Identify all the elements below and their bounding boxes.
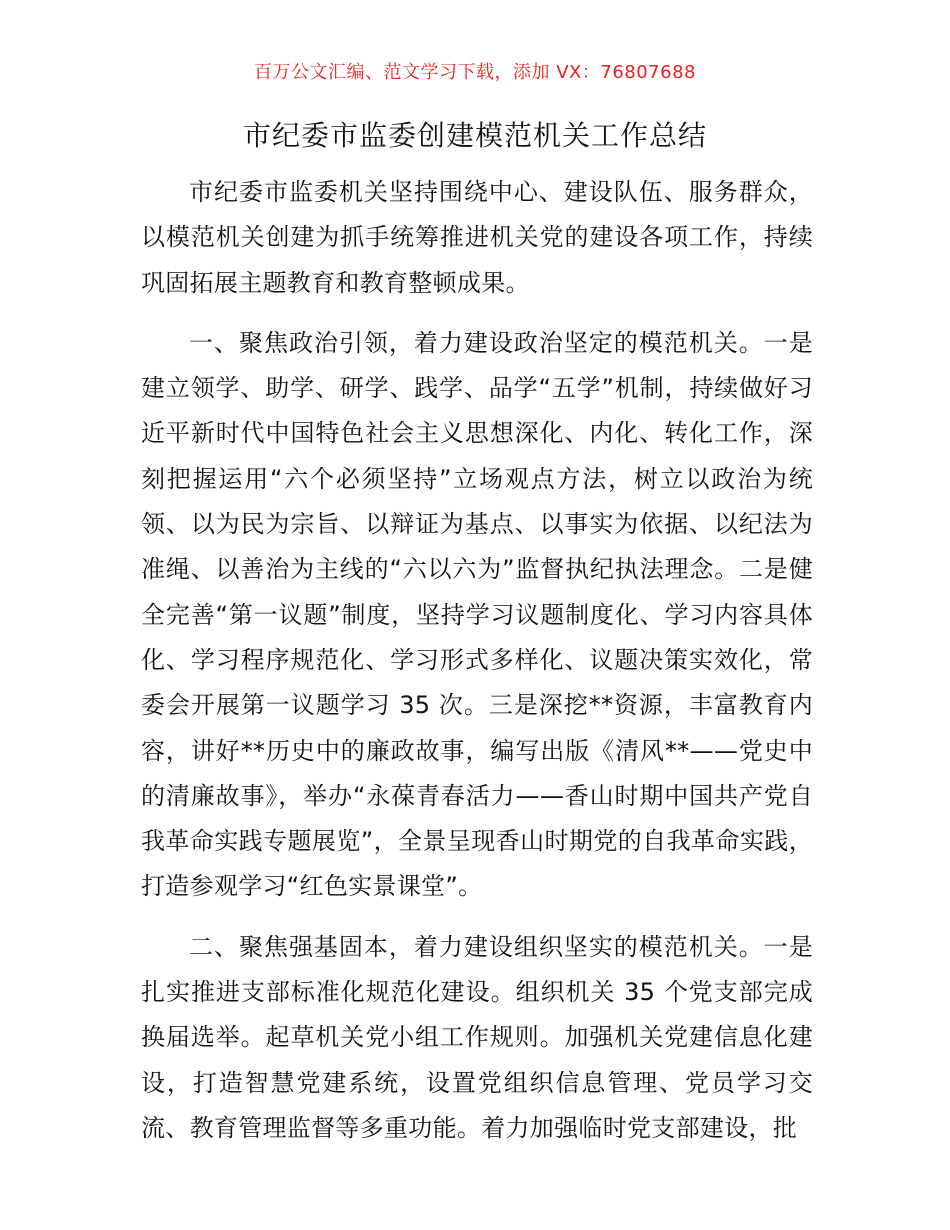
- paragraph-section-2: 二、聚焦强基固本，着力建设组织坚实的模范机关。一是扎实推进支部标准化规范化建设。组织机关 35 个党支部完成换届选举。起草机关党小组工作规则。加强机关党建信息化建设，打造智慧党建系统，设置党组织信息管理、党员学习交流、教育管理监督等多重功能。着力加强临时党支部建设，批: [141, 932, 813, 1142]
- paragraph-intro: 市纪委市监委机关坚持围绕中心、建设队伍、服务群众，以模范机关创建为抓手统筹推进机关党的建设各项工作，持续巩固拓展主题教育和教育整顿成果。: [141, 178, 813, 297]
- paragraph-section-1: 一、聚焦政治引领，着力建设政治坚定的模范机关。一是建立领学、助学、研学、践学、品学“五学”机制，持续做好习近平新时代中国特色社会主义思想深化、内化、转化工作，深刻把握运用“六个必须坚持”立场观点方法，树立以政治为统领、以为民为宗旨、以辩证为基点、以事实为依据、以纪法为准绳、以善治为主线的“六以六为”监督执纪执法理念。二是健全完善“第一议题”制度，坚持学习议题制度化、学习内容具体化、学习程序规范化、学习形式多样化、议题决策实效化，常委会开展第一议题学习 35 次。三是深挖**资源，丰富教育内容，讲好**历史中的廉政故事，编写出版《清风**——党史中的清廉故事》，举办“永葆青春活力——香山时期中国共产党自我革命实践专题展览”，全景呈现香山时期党的自我革命实践，打造参观学习“红色实景课堂”。: [141, 328, 813, 901]
- header-note: 百万公文汇编、范文学习下载，添加 VX：76807688: [254, 62, 696, 83]
- document-title: 市纪委市监委创建模范机关工作总结: [242, 119, 707, 152]
- document-body: [141, 170, 813, 1151]
